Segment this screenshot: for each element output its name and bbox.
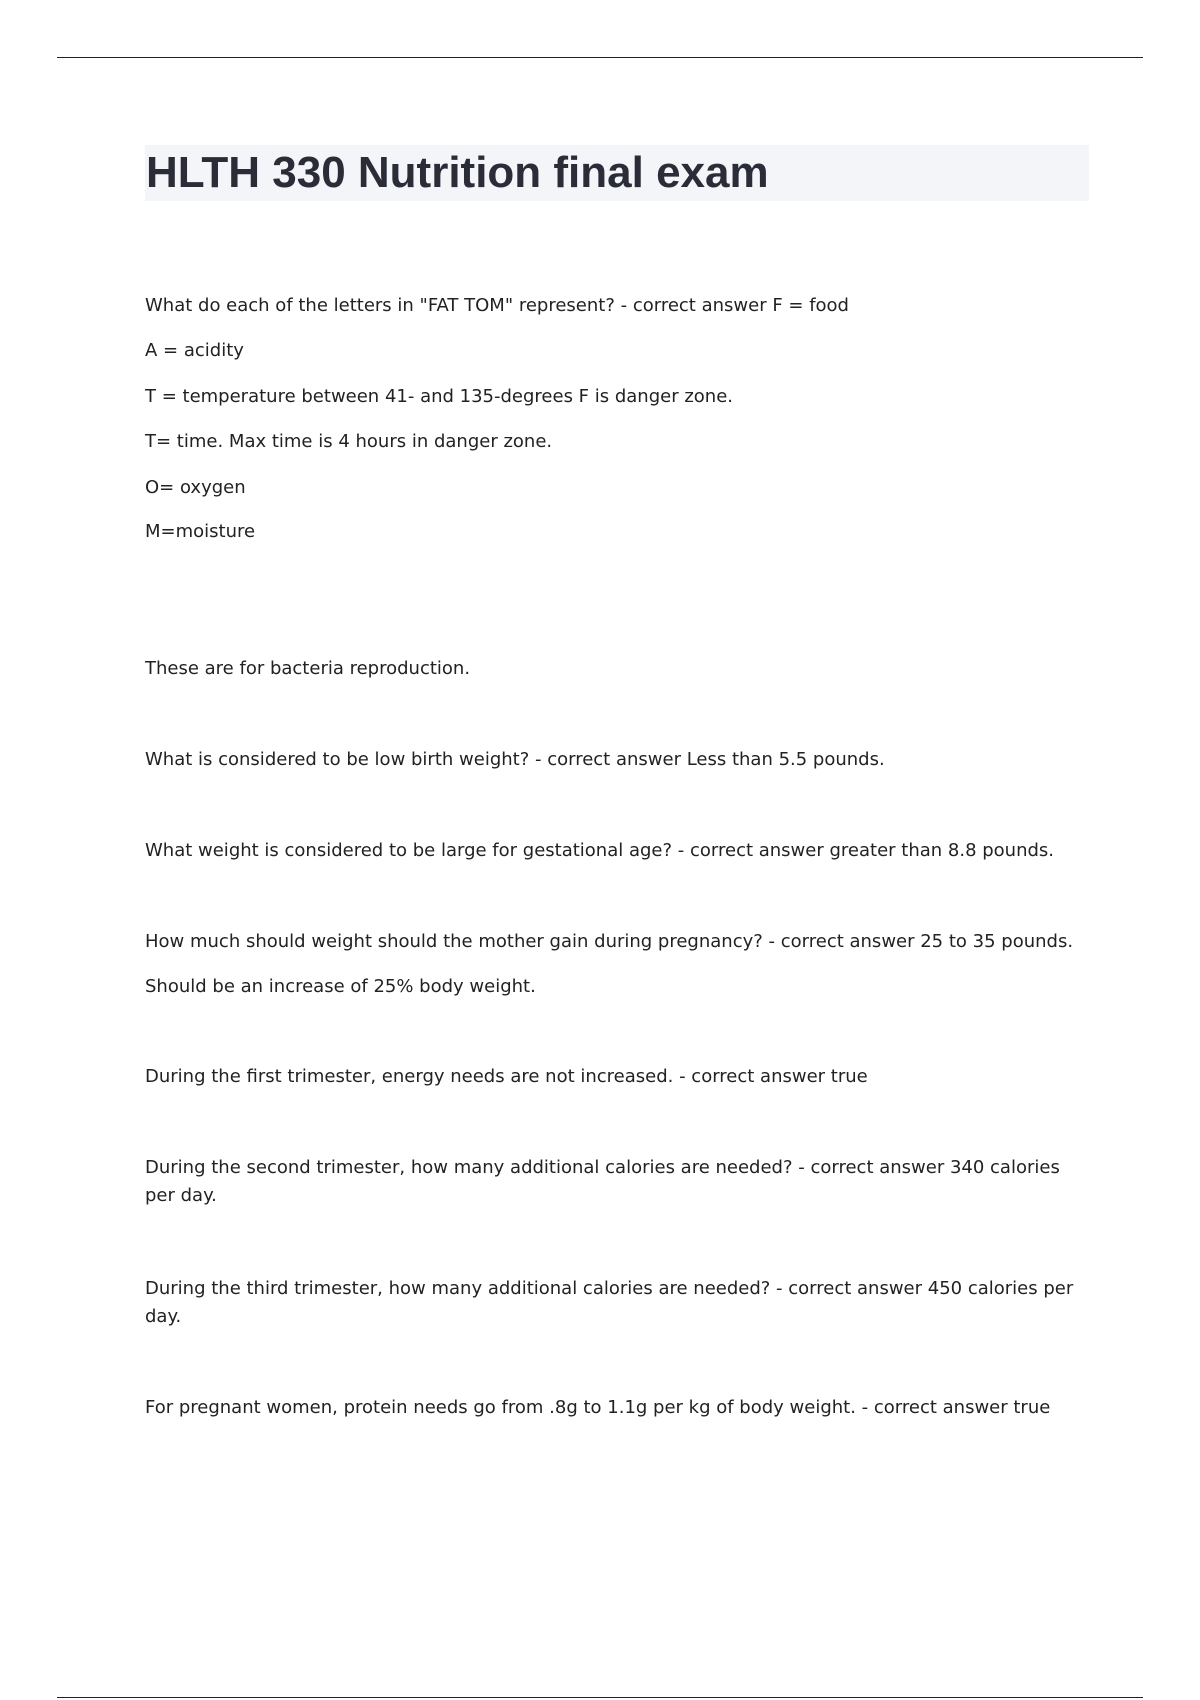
qa-line-low-birth-weight: What is considered to be low birth weight? - correct answer Less than 5.5 pounds. (145, 749, 885, 770)
qa-line-third-trimester: During the third trimester, how many additional calories are needed? - correct answer 450 calories per day. (145, 1278, 1074, 1327)
document-title: HLTH 330 Nutrition final exam (146, 148, 769, 197)
qa-line-temperature: T = temperature between 41- and 135-degrees F is danger zone. (145, 386, 734, 407)
qa-line-weight-gain: How much should weight should the mother gain during pregnancy? - correct answer 25 to 35 pounds. (145, 931, 1074, 952)
bottom-rule (57, 1697, 1143, 1698)
qa-line-protein-needs: For pregnant women, protein needs go from .8g to 1.1g per kg of body weight. - correct answer true (145, 1397, 1051, 1418)
qa-line-time: T= time. Max time is 4 hours in danger zone. (145, 431, 553, 452)
qa-line-weight-gain-note: Should be an increase of 25% body weight. (145, 976, 536, 997)
qa-line-acidity: A = acidity (145, 340, 244, 361)
qa-line-bacteria-note: These are for bacteria reproduction. (145, 658, 471, 679)
qa-line-fat-tom: What do each of the letters in "FAT TOM" represent? - correct answer F = food (145, 295, 849, 316)
qa-line-moisture: M=moisture (145, 521, 256, 542)
top-rule (57, 57, 1143, 58)
qa-line-first-trimester: During the first trimester, energy needs are not increased. - correct answer true (145, 1066, 868, 1087)
qa-line-second-trimester: During the second trimester, how many additional calories are needed? - correct answer 340 calories per day. (145, 1157, 1060, 1206)
qa-line-oxygen: O= oxygen (145, 477, 246, 498)
qa-line-large-gestational-age: What weight is considered to be large for gestational age? - correct answer greater than 8.8 pounds. (145, 840, 1055, 861)
